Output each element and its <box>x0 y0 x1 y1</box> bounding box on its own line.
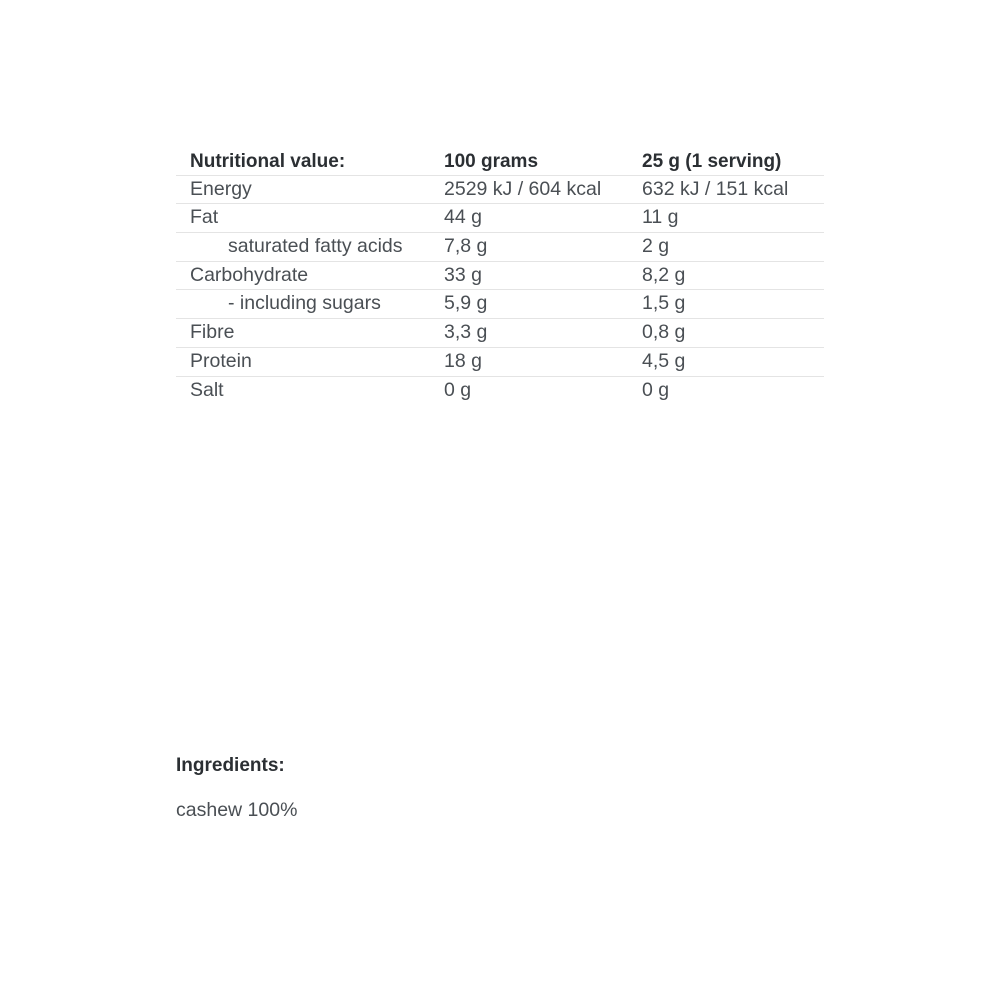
row-value-energy-serving: 632 kJ / 151 kcal <box>642 177 789 200</box>
column-header-per-100g: 100 grams <box>444 151 539 172</box>
row-value-energy-100g: 2529 kJ / 604 kcal <box>444 177 602 200</box>
row-value-salt-100g: 0 g <box>444 378 472 401</box>
row-value-carbohydrate-serving: 8,2 g <box>642 263 686 286</box>
row-value-sugars-serving: 1,5 g <box>642 292 686 315</box>
row-value-saturated-100g: 7,8 g <box>444 235 488 258</box>
ingredients-text: cashew 100% <box>176 799 298 821</box>
row-label-fat: Fat <box>190 206 219 229</box>
table-row <box>176 376 824 404</box>
row-label-carbohydrate: Carbohydrate <box>190 263 309 286</box>
row-label-energy: Energy <box>190 177 252 200</box>
table-row <box>176 347 824 376</box>
row-value-fat-serving: 11 g <box>642 206 679 229</box>
table-row <box>176 261 824 290</box>
table-row <box>176 175 824 204</box>
row-value-fibre-100g: 3,3 g <box>444 321 488 344</box>
row-value-protein-serving: 4,5 g <box>642 349 686 372</box>
row-label-protein: Protein <box>190 349 252 372</box>
row-value-saturated-serving: 2 g <box>642 235 670 258</box>
ingredients-section <box>176 755 824 822</box>
table-row <box>176 319 824 348</box>
nutrition-table-container <box>176 150 824 404</box>
row-value-carbohydrate-100g: 33 g <box>444 263 482 286</box>
row-value-sugars-100g: 5,9 g <box>444 292 488 315</box>
table-row <box>176 204 824 233</box>
row-value-fat-100g: 44 g <box>444 206 482 229</box>
ingredients-title: Ingredients: <box>176 755 285 776</box>
row-value-protein-100g: 18 g <box>444 349 482 372</box>
row-value-salt-serving: 0 g <box>642 378 670 401</box>
column-header-nutrient: Nutritional value: <box>190 151 346 172</box>
row-value-fibre-serving: 0,8 g <box>642 321 686 344</box>
table-header-row <box>176 150 824 175</box>
table-row <box>176 233 824 262</box>
table-header <box>176 150 824 175</box>
row-label-including-sugars: - including sugars <box>228 292 381 315</box>
row-label-fibre: Fibre <box>190 321 235 344</box>
row-label-saturated-fatty-acids: saturated fatty acids <box>228 235 403 258</box>
column-header-per-serving: 25 g (1 serving) <box>642 151 782 172</box>
nutrition-table <box>176 150 824 404</box>
row-label-salt: Salt <box>190 378 224 401</box>
table-body <box>176 175 824 404</box>
table-row <box>176 290 824 319</box>
